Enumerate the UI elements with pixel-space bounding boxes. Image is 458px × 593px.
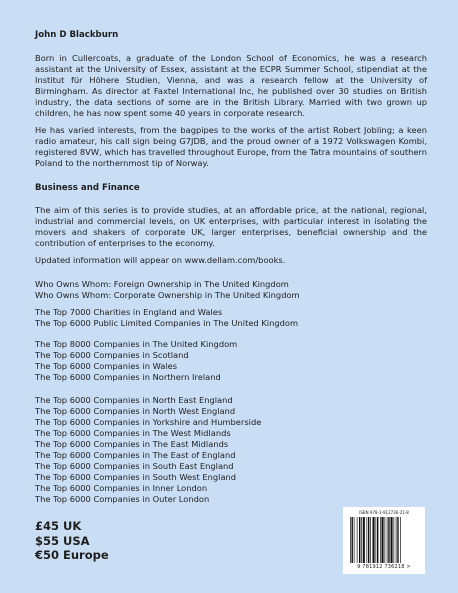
isbn-barcode	[343, 507, 425, 574]
list-item: The Top 6000 Companies in South East England	[35, 461, 234, 471]
list-item: The Top 6000 Companies in Wales	[35, 361, 178, 371]
list-item: The Top 6000 Companies in North West England	[35, 406, 236, 416]
list-item: The Top 6000 Companies in Yorkshire and Humberside	[35, 417, 262, 427]
price-uk: £45 UK	[35, 519, 82, 533]
regions-titles-list	[35, 395, 261, 505]
price-usa: $55 USA	[35, 533, 90, 548]
list-item: The Top 6000 Companies in Scotland	[35, 350, 189, 360]
author-bio-paragraph: Born in Cullercoats, a graduate of the London School of Economics, he was a research assistant at the University of Essex, assistant at the ECPR Summer School, stipendiat at the Institut für Höhere Studien, Vienna, and was a research fellow at the University of Birmingham. As director at Faxtel International Inc, he published over 30 studies on British industry, the data sections of some are in the British Library. Married with two grown up children, he has now spent some 40 years in corporate research.	[35, 53, 427, 118]
price-block	[35, 519, 109, 563]
list-item: The Top 6000 Companies in Northern Ireland	[35, 372, 221, 382]
author-interests-paragraph: He has varied interests, from the bagpipes to the works of the artist Robert Jobling; a keen radio amateur, his call sign being G7JDB, and the proud owner of a 1972 Volkswagen Kombi, registered 8VW, which has travelled throughout Europe, from the Tatra mountains of southern Poland to the northernmost tip of Norway.	[35, 125, 427, 168]
barcode-icon	[349, 517, 419, 563]
ownership-titles-list	[35, 279, 300, 301]
list-item: The Top 7000 Charities in England and Wales	[35, 307, 223, 317]
list-item: The Top 6000 Companies in The East Midlands	[35, 439, 229, 449]
list-item: The Top 6000 Companies in South West England	[35, 472, 237, 482]
list-item: Who Owns Whom: Corporate Ownership in The United Kingdom	[35, 290, 300, 300]
top-lists-titles-list	[35, 307, 298, 329]
barcode-number: 9 781912 736218 >	[357, 564, 411, 570]
list-item: The Top 6000 Companies in Outer London	[35, 494, 210, 504]
isbn-label: ISBN 978-1-912736-21-8	[359, 510, 409, 515]
list-item: The Top 8000 Companies in The United Kingdom	[35, 339, 238, 349]
list-item: The Top 6000 Companies in North East England	[35, 395, 233, 405]
series-aim-paragraph: The aim of this series is to provide studies, at an affordable price, at the national, regional, industrial and commercial levels, on UK enterprises, with particular interest in isolating the movers and shakers of corporate UK, larger enterprises, beneficial ownership and the contribution of enterprises to the economy.	[35, 205, 427, 248]
list-item: The Top 6000 Companies in The West Midlands	[35, 428, 231, 438]
list-item: Who Owns Whom: Foreign Ownership in The United Kingdom	[35, 279, 289, 289]
nations-titles-list	[35, 339, 237, 383]
updated-info-line: Updated information will appear on www.dellam.com/books.	[35, 255, 286, 265]
list-item: The Top 6000 Public Limited Companies in The United Kingdom	[35, 318, 299, 328]
series-heading: Business and Finance	[35, 183, 140, 193]
list-item: The Top 6000 Companies in Inner London	[35, 483, 208, 493]
price-europe: €50 Europe	[35, 548, 109, 562]
list-item: The Top 6000 Companies in The East of England	[35, 450, 236, 460]
author-name: John D Blackburn	[35, 30, 119, 40]
